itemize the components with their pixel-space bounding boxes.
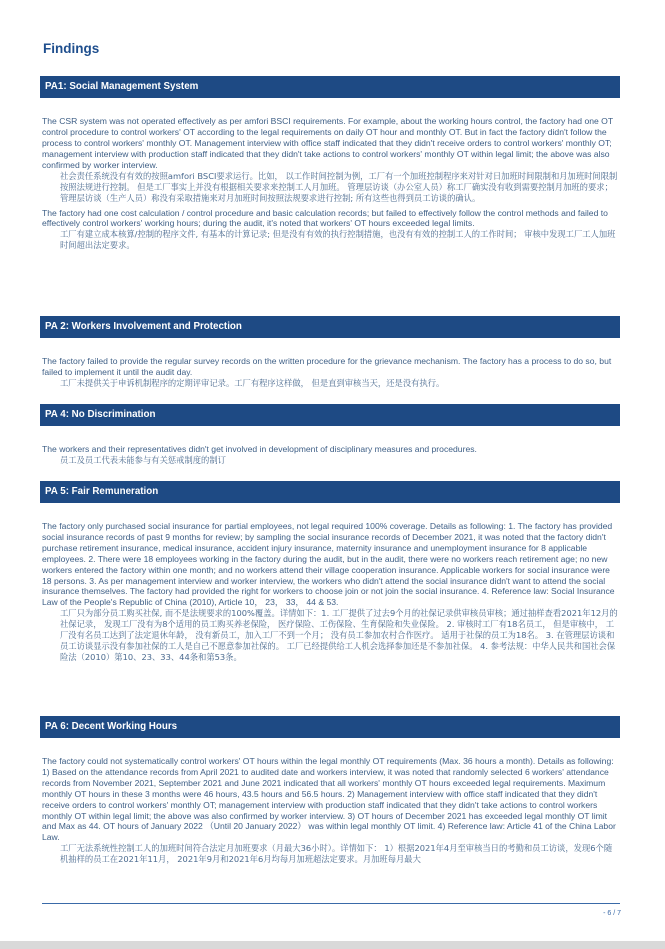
section-body-pa5 bbox=[42, 521, 618, 663]
paragraph-zh: 工厂只为部分员工购买社保, 而不是法规要求的100%覆盖。详情如下：1. 工厂提供了过去9个月的社保记录供审核员审核；通过抽样查看2021年12月的社保记录， 发现工厂没有为8个适用的员工购买养老保险， 医疗保险、工伤保险、生育保险和失业保险。 2. 审核时工厂有18名员工， 但是审核中， 工厂没有名员工达到了法定退休年龄， 没有新员工，加入工厂不到一个月； 没有员工参加农村合作医疗。 适用于社保的员工为18名。 3. 在管理层访谈和员工访谈显示没有参加社保的工人是自己不愿意参加社保的。 工厂已经提供给工人机会选择参加还是不参加社保。 4. 参考法规：中华人民共和国社会保险法（2010）第10、23、33、44条和第53条。 bbox=[60, 608, 618, 663]
paragraph-zh: 社会责任系统没有有效的按照amfori BSCI要求运行。比如， 以工作时间控制为例，工厂有一个加班控制程序来对针对日加班时间限制和月加班时间限制按照法规进行控制。 但是工厂事实上并没有根据相关要求来控制工人月加班。 管理层访谈（办公室人员）称工厂确实没有收到需要控制月加班的要求；管理层访谈（生产人员）称没有采取措施来对月加班时间按照法规要求进行控制; 所有这些也得到员工访谈的确认。 bbox=[60, 170, 618, 203]
section-body-pa1 bbox=[42, 116, 618, 251]
paragraph-en: The workers and their representatives didn't get involved in development of disciplinary measures and procedures. bbox=[42, 444, 477, 454]
section-header-pa2: PA 2: Workers Involvement and Protection bbox=[40, 316, 620, 338]
paragraph-zh: 工厂无法系统性控制工人的加班时间符合法定月加班要求（月最大36小时）。详情如下： 1）根据2021年4月至审核当日的考勤和员工访谈，发现6个随机抽样的员工在2021年11月， 2021年9月和2021年6月均每月加班超法定要求。月加班每月最大 bbox=[60, 843, 613, 865]
page-title: Findings bbox=[43, 41, 100, 56]
footer-divider bbox=[42, 903, 620, 904]
page-number: - 6 / 7 bbox=[603, 910, 621, 917]
paragraph-zh: 工厂有建立成本核算/控制的程序文件, 有基本的计算记录; 但是没有有效的执行控制措施，也没有有效的控制工人的工作时间； 审核中发现工厂工人加班时间超出法定要求。 bbox=[60, 229, 616, 251]
paragraph-zh: 工厂未提供关于申诉机制程序的定期评审记录。工厂有程序这样做， 但是直到审核当天，还是没有执行。 bbox=[60, 377, 445, 388]
section-body-pa2 bbox=[42, 356, 618, 389]
paragraph-zh: 员工及员工代表未能参与有关惩戒制度的制订 bbox=[60, 454, 226, 465]
section-body-pa4 bbox=[42, 444, 618, 466]
section-header-pa5: PA 5: Fair Remuneration bbox=[40, 481, 620, 503]
paragraph-en: The CSR system was not operated effectively as per amfori BSCI requirements. For example, about the working hours control, the factory had one OT control procedure to control workers' OT according to the legal requirements on daily OT hour and monthly OT. But in fact the factory didn't follow the process to control workers' monthly OT. Management interview with office staff indicated that they didn't receive orders to control workers' monthly OT; management interview with production staff indicated that they didn't take actions to control workers' monthly OT within legal limit; the above was also confirmed by worker interview. bbox=[42, 116, 613, 170]
paragraph-en: The factory could not systematically control workers' OT hours within the legal monthly OT requirements (Max. 36 hours a month). Details as following: 1) Based on the attendance records from April 2021 to audited date and workers interview, it was noted that randomly selected 6 workers' attendance records from November 2021, September 2021 and June 2021 indicated that all workers' monthly OT hours exceeded legal requirements. Maximum monthly OT hours in these 3 months were 46 hours, 43.5 hours and 56.5 hours. 2) Management interview with office staff indicated that they didn't receive orders to control workers' monthly OT; management interview with production staff indicated that they didn't take actions to control workers monthly OT within legal limit; the above was also confirmed by worker interview. 3) OT hours of December 2021 has exceeded legal monthly OT limit and Max as 44. OT hours of January 2022 （Until 20 January 2022） was within legal monthly OT limit. 4) Reference law: Article 41 of the China Labor Law. bbox=[42, 756, 616, 843]
paragraph-en: The factory failed to provide the regular survey records on the written procedure for the grievance mechanism. The factory has a process to do so, but failed to implement it until the audit day. bbox=[42, 356, 612, 377]
section-header-pa1: PA1: Social Management System bbox=[40, 76, 620, 98]
page-bottom-edge bbox=[0, 941, 665, 949]
paragraph-en: The factory had one cost calculation / control procedure and basic calculation records; but failed to effectively follow the control methods and failed to effectively control workers' working hours; during the audit, it's noted that workers' OT hours exceeded legal limits. bbox=[42, 207, 608, 229]
section-header-pa6: PA 6: Decent Working Hours bbox=[40, 716, 620, 738]
section-header-pa4: PA 4: No Discrimination bbox=[40, 404, 620, 426]
section-body-pa6 bbox=[42, 756, 618, 865]
paragraph-en: The factory only purchased social insurance for partial employees, not legal required 100% coverage. Details as following: 1. The factory has provided social insurance records of past 9 months for review; by sampling the social insurance records of December 2021, it was noted that the factory didn't purchase retirement insurance, medical insurance, accident injury insurance, maternity insurance and unemployment insurance for 8 applicable employees. 2. There were 18 employees working in the factory during the audit, but in the audit, there were no workers reach retirement age; no new workers entered the factory within one month; and no workers attend their village cooperation insurance. Applicable workers for social insurance were 18 persons. 3. As per management interview and worker interview, the workers who didn't attend the social insurance didn't want to attend the social insurance themselves. The factory had provided the right for workers to choose join or not join the social insurance. 4. Reference law: Social Insurance Law of the People's Republic of China (2010), Article 10， 23， 33， 44 & 53. bbox=[42, 521, 615, 608]
